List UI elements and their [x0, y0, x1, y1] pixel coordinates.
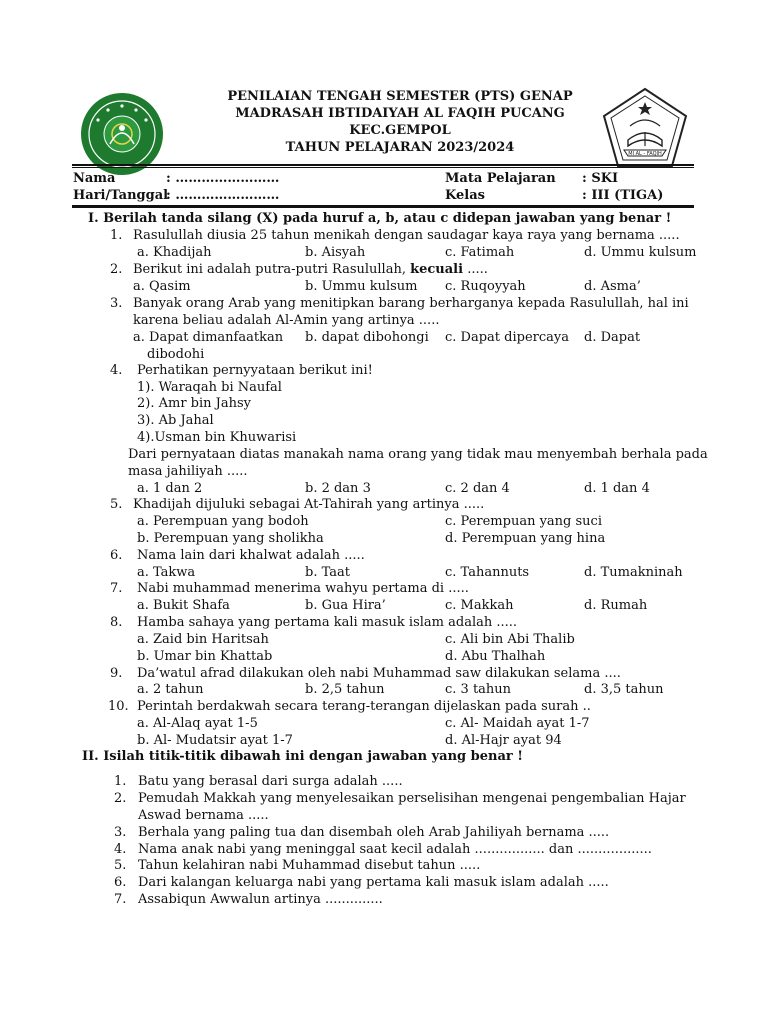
s2-item-2-number: 2.: [114, 791, 127, 806]
q3-number: 3.: [110, 296, 123, 311]
q5-option-a: a. Perempuan yang bodoh: [137, 514, 309, 529]
q5-option-b: b. Perempuan yang sholikha: [137, 531, 324, 546]
q4-text-line-3: masa jahiliyah .....: [128, 464, 248, 479]
q7-option-b: b. Gua Hira’: [305, 598, 386, 613]
svg-text:MI AL - FAQIH: MI AL - FAQIH: [628, 151, 662, 157]
q4-item-1: 1). Waraqah bi Naufal: [137, 380, 282, 395]
q7-text: Nabi muhammad menerima wahyu pertama di .....: [137, 581, 469, 596]
q10-option-a: a. Al-Alaq ayat 1-5: [137, 716, 258, 731]
q8-number: 8.: [110, 615, 123, 630]
q7-number: 7.: [110, 581, 123, 596]
q2-option-c: c. Ruqoyyah: [445, 279, 526, 294]
q10-option-b: b. Al- Mudatsir ayat 1-7: [137, 733, 293, 748]
q1-text: Rasulullah diusia 25 tahun menikah dengan saudagar kaya raya yang bernama .....: [133, 228, 680, 243]
q1-option-d: d. Ummu kulsum: [584, 245, 697, 260]
q4-option-c: c. 2 dan 4: [445, 481, 510, 496]
q1-number: 1.: [110, 228, 123, 243]
s2-item-6-text: Dari kalangan keluarga nabi yang pertama kali masuk islam adalah .....: [138, 875, 609, 890]
s2-item-5-text: Tahun kelahiran nabi Muhammad disebut tahun .....: [138, 858, 481, 873]
q10-option-d: d. Al-Hajr ayat 94: [445, 733, 562, 748]
title-line-2: MADRASAH IBTIDAIYAH AL FAQIH PUCANG: [235, 106, 565, 121]
q3-text-line-1: Banyak orang Arab yang menitipkan barang berharganya kepada Rasulullah, hal ini: [133, 296, 689, 311]
q9-number: 9.: [110, 666, 123, 681]
q2-option-b: b. Ummu kulsum: [305, 279, 418, 294]
q9-option-c: c. 3 tahun: [445, 682, 512, 697]
q8-option-c: c. Ali bin Abi Thalib: [445, 632, 575, 647]
header-divider-thin: [72, 167, 694, 168]
q2-option-a: a. Qasim: [133, 279, 191, 294]
q6-option-c: c. Tahannuts: [445, 565, 530, 580]
s2-item-3-text: Berhala yang paling tua dan disembah oleh Arab Jahiliyah bernama .....: [138, 825, 610, 840]
exam-title: [180, 88, 620, 156]
s2-item-4-text: Nama anak nabi yang meninggal saat kecil adalah ................. dan ..................: [138, 842, 652, 857]
s2-item-6-number: 6.: [114, 875, 127, 890]
q9-option-d: d. 3,5 tahun: [584, 682, 664, 697]
s2-item-7-text: Assabiqun Awwalun artinya ..............: [138, 892, 383, 907]
q3-option-d: d. Dapat: [584, 330, 641, 345]
q2-number: 2.: [110, 262, 123, 277]
q9-option-b: b. 2,5 tahun: [305, 682, 385, 697]
q1-option-c: c. Fatimah: [445, 245, 515, 260]
q4-text-line-2: Dari pernyataan diatas manakah nama orang yang tidak mau menyembah berhala pada: [128, 447, 708, 462]
q7-option-a: a. Bukit Shafa: [137, 598, 230, 613]
nama-label: Nama: [73, 171, 116, 186]
q3-option-b: b. dapat dibohongi: [305, 330, 429, 345]
q4-number: 4.: [110, 363, 123, 378]
q4-option-d: d. 1 dan 4: [584, 481, 650, 496]
nama-field: : ……………………: [166, 171, 280, 186]
q7-option-c: c. Makkah: [445, 598, 514, 613]
info-divider: [72, 205, 694, 208]
mapel-label: Mata Pelajaran: [445, 171, 556, 186]
q5-text: Khadijah dijuluki sebagai At-Tahirah yang artinya .....: [133, 497, 485, 512]
q10-number: 10.: [108, 699, 129, 714]
s2-item-1-text: Batu yang berasal dari surga adalah .....: [138, 774, 403, 789]
q4-text: Perhatikan pernyyataan berikut ini!: [137, 363, 373, 378]
q7-option-d: d. Rumah: [584, 598, 648, 613]
q5-option-c: c. Perempuan yang suci: [445, 514, 602, 529]
q3-option-a: a. Dapat dimanfaatkan: [133, 330, 284, 345]
q3-option-d-cont: dibodohi: [147, 347, 205, 362]
q6-text: Nama lain dari khalwat adalah .....: [137, 548, 365, 563]
q4-option-b: b. 2 dan 3: [305, 481, 371, 496]
header-divider: [72, 164, 694, 166]
q6-option-a: a. Takwa: [137, 565, 196, 580]
s2-item-7-number: 7.: [114, 892, 127, 907]
s2-item-4-number: 4.: [114, 842, 127, 857]
q4-option-a: a. 1 dan 2: [137, 481, 203, 496]
s2-item-5-number: 5.: [114, 858, 127, 873]
title-line-4: TAHUN PELAJARAN 2023/2024: [285, 140, 515, 155]
q10-option-c: c. Al- Maidah ayat 1-7: [445, 716, 590, 731]
title-line-1: PENILAIAN TENGAH SEMESTER (PTS) GENAP: [227, 89, 573, 104]
s2-item-2-text: Pemudah Makkah yang menyelesaikan perselisihan mengenai pengembalian Hajar: [138, 791, 686, 806]
q8-option-d: d. Abu Thalhah: [445, 649, 546, 664]
hari-tanggal-label: Hari/Tanggal: [73, 188, 169, 203]
q9-text: Da’watul afrad dilakukan oleh nabi Muhammad saw dilakukan selama ....: [137, 666, 621, 681]
s2-item-2-text-cont: Aswad bernama .....: [138, 808, 269, 823]
q6-number: 6.: [110, 548, 123, 563]
q8-text: Hamba sahaya yang pertama kali masuk islam adalah .....: [137, 615, 518, 630]
title-line-3: KEC.GEMPOL: [349, 123, 451, 138]
q8-option-a: a. Zaid bin Haritsah: [137, 632, 269, 647]
section-1-heading: I. Berilah tanda silang (X) pada huruf a, b, atau c didepan jawaban yang benar !: [88, 211, 672, 226]
mapel-value: : SKI: [582, 171, 619, 186]
q1-option-b: b. Aisyah: [305, 245, 366, 260]
q3-option-c: c. Dapat dipercaya: [445, 330, 569, 345]
q5-number: 5.: [110, 497, 123, 512]
q6-option-b: b. Taat: [305, 565, 350, 580]
section-2-heading: II. Isilah titik-titik dibawah ini dengan jawaban yang benar !: [82, 749, 523, 764]
q2-emphasis: kecuali: [410, 262, 464, 277]
q2-text: Berikut ini adalah putra-putri Rasulullah, kecuali .....: [133, 262, 488, 277]
s2-item-1-number: 1.: [114, 774, 127, 789]
q3-text-line-2: karena beliau adalah Al-Amin yang artinya .....: [133, 313, 440, 328]
q6-option-d: d. Tumakninah: [584, 565, 683, 580]
q8-option-b: b. Umar bin Khattab: [137, 649, 273, 664]
q10-text: Perintah berdakwah secara terang-terangan dijelaskan pada surah ..: [137, 699, 591, 714]
q5-option-d: d. Perempuan yang hina: [445, 531, 606, 546]
q1-option-a: a. Khadijah: [137, 245, 212, 260]
kelas-value: : III (TIGA): [582, 188, 664, 203]
kelas-label: Kelas: [445, 188, 485, 203]
q4-item-2: 2). Amr bin Jahsy: [137, 396, 252, 411]
q9-option-a: a. 2 tahun: [137, 682, 204, 697]
q2-option-d: d. Asma’: [584, 279, 641, 294]
s2-item-3-number: 3.: [114, 825, 127, 840]
q4-item-4: 4).Usman bin Khuwarisi: [137, 430, 297, 445]
q4-item-3: 3). Ab Jahal: [137, 413, 214, 428]
hari-tanggal-field: : ……………………: [166, 188, 280, 203]
